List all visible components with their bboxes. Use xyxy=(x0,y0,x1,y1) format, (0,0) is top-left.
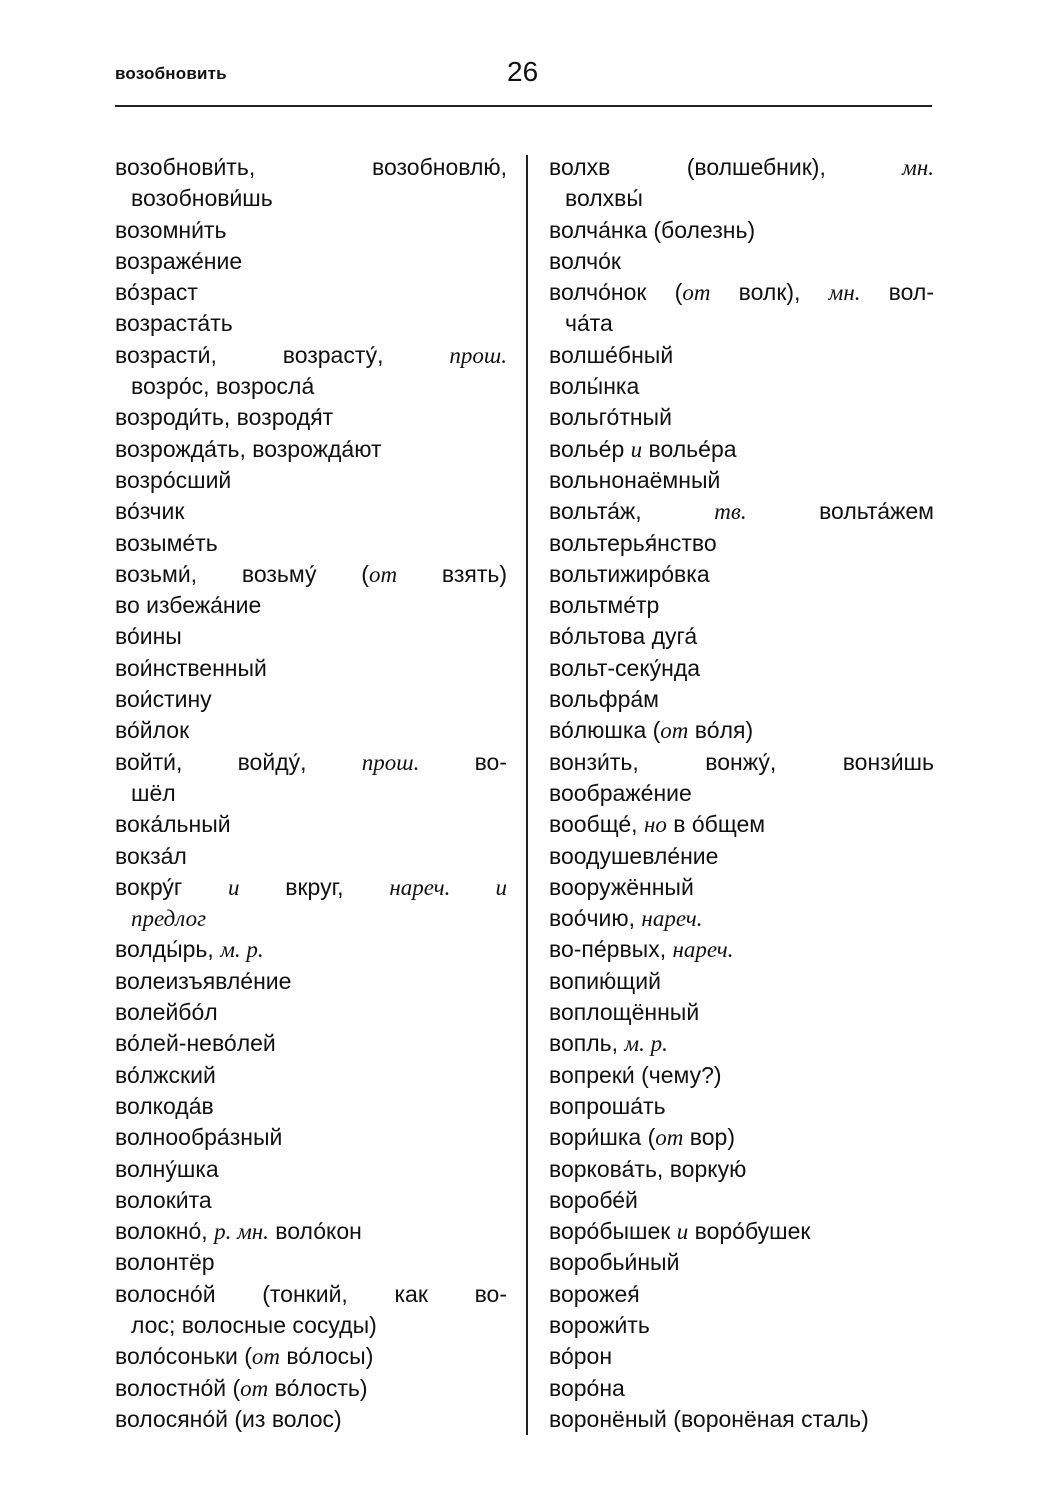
dictionary-entry xyxy=(115,1091,507,1122)
entry-headword-line xyxy=(549,903,934,934)
entry-text: во́зраст xyxy=(115,279,198,306)
entry-headword-line xyxy=(549,841,934,872)
entry-headword-line xyxy=(549,590,934,621)
left-column xyxy=(115,152,507,1435)
entry-headword-line xyxy=(115,465,507,496)
entry-text: воплощённый xyxy=(549,999,700,1026)
entry-headword-line xyxy=(549,246,934,277)
dictionary-entry xyxy=(549,934,934,965)
dictionary-entry xyxy=(549,559,934,590)
entry-headword-line xyxy=(115,1060,507,1091)
entry-text: во́лжский xyxy=(115,1061,216,1088)
entry-text: во́лосы) xyxy=(280,1343,374,1370)
entry-headword-line xyxy=(115,1279,507,1310)
entry-text: воодушевле́ние xyxy=(549,842,719,869)
entry-text: вокру́г xyxy=(115,873,228,900)
entry-text: воронёный (воронёная сталь) xyxy=(549,1405,869,1432)
dictionary-entry xyxy=(549,402,934,433)
entry-text: лос; волосные сосуды) xyxy=(131,1311,377,1338)
entry-text: волхв (волшебник), xyxy=(549,154,903,180)
dictionary-entry xyxy=(115,1060,507,1091)
right-column xyxy=(549,152,934,1435)
entry-headword-line xyxy=(115,402,507,433)
entry-headword-line xyxy=(549,1373,934,1404)
entry-text: волше́бный xyxy=(549,341,674,368)
entry-continuation-line xyxy=(115,1310,507,1341)
entry-headword-line xyxy=(115,528,507,559)
dictionary-entry xyxy=(549,371,934,402)
entry-text: волонтёр xyxy=(115,1249,215,1276)
entry-text: волхвы́ xyxy=(565,185,643,212)
entry-headword-line xyxy=(115,872,507,903)
dictionary-entry xyxy=(115,246,507,277)
entry-headword-line xyxy=(115,966,507,997)
entry-text: войти́, войду́, xyxy=(115,748,362,775)
entry-text: вооружённый xyxy=(549,873,694,900)
entry-text: вообще́, xyxy=(549,811,644,838)
entry-text: возро́сший xyxy=(115,466,232,493)
entry-text: воображе́ние xyxy=(549,779,692,806)
entry-text: вкруг, xyxy=(239,873,390,900)
dictionary-entry xyxy=(115,1122,507,1153)
grammar-label: но xyxy=(643,812,667,838)
dictionary-entry xyxy=(549,528,934,559)
dictionary-entry xyxy=(549,340,934,371)
entry-text: волчо́к xyxy=(549,247,621,274)
entry-text: воло́кон xyxy=(268,1218,362,1245)
entry-text: вольтме́тр xyxy=(549,592,660,619)
entry-text: во́ля) xyxy=(688,717,754,744)
dictionary-entry xyxy=(549,653,934,684)
running-head: возобновить xyxy=(115,64,227,83)
dictionary-entry xyxy=(115,1373,507,1404)
entry-headword-line xyxy=(549,1028,934,1059)
dictionary-entry xyxy=(115,402,507,433)
entry-text: воробе́й xyxy=(549,1186,638,1213)
entry-headword-line xyxy=(549,872,934,903)
entry-text: во избежа́ние xyxy=(115,592,262,619)
entry-text: вопреки́ (чему?) xyxy=(549,1061,722,1088)
entry-text: вольнонаёмный xyxy=(549,466,721,493)
entry-text: во́люшка ( xyxy=(549,717,661,744)
dictionary-entry xyxy=(115,308,507,339)
entry-text: возыме́ть xyxy=(115,529,218,556)
column-divider xyxy=(526,155,528,1435)
dictionary-entry xyxy=(115,528,507,559)
dictionary-entry xyxy=(549,215,934,246)
entry-headword-line xyxy=(549,528,934,559)
grammar-label: р. мн. xyxy=(214,1219,269,1245)
entry-text: волосно́й (тонкий, как во- xyxy=(115,1280,507,1307)
entry-text: волейбо́л xyxy=(115,999,218,1026)
dictionary-entry xyxy=(115,434,507,465)
entry-text: во́лей-нево́лей xyxy=(115,1030,276,1057)
dictionary-entry xyxy=(549,1310,934,1341)
entry-headword-line xyxy=(549,277,934,308)
dictionary-entry xyxy=(115,841,507,872)
grammar-label: предлог xyxy=(131,906,207,932)
grammar-label: и xyxy=(630,436,643,462)
entry-headword-line xyxy=(115,841,507,872)
dictionary-entry xyxy=(549,590,934,621)
entry-text: волчо́нок ( xyxy=(549,279,683,306)
entry-headword-line xyxy=(115,1154,507,1185)
entry-headword-line xyxy=(115,747,507,778)
grammar-label: и xyxy=(676,1219,689,1245)
entry-headword-line xyxy=(115,997,507,1028)
dictionary-entry xyxy=(549,966,934,997)
entry-text: волье́р xyxy=(549,435,631,462)
entry-text: воркова́ть, воркую́ xyxy=(549,1155,747,1182)
grammar-label: м. р. xyxy=(624,1031,668,1057)
entry-headword-line xyxy=(115,559,507,590)
entry-headword-line xyxy=(549,215,934,246)
entry-headword-line xyxy=(549,684,934,715)
dictionary-entry xyxy=(115,1154,507,1185)
entry-headword-line xyxy=(549,747,934,778)
dictionary-entry xyxy=(115,465,507,496)
entry-continuation-line xyxy=(549,308,934,339)
dictionary-entry xyxy=(549,872,934,903)
entry-text: вольго́тный xyxy=(549,404,672,431)
entry-headword-line xyxy=(115,934,507,965)
entry-headword-line xyxy=(549,465,934,496)
entry-continuation-line xyxy=(115,903,507,934)
entry-text: волк), xyxy=(710,279,829,306)
dictionary-entry xyxy=(115,809,507,840)
entry-headword-line xyxy=(549,434,934,465)
entry-headword-line xyxy=(115,715,507,746)
dictionary-entry xyxy=(549,747,934,778)
entry-headword-line xyxy=(115,1341,507,1372)
dictionary-entry xyxy=(115,715,507,746)
dictionary-entry xyxy=(115,590,507,621)
page-header xyxy=(115,56,932,96)
entry-text: во́йлок xyxy=(115,717,190,744)
entry-text: волокно́, xyxy=(115,1218,215,1245)
dictionary-entry xyxy=(549,1404,934,1435)
entry-text: во́льтова дуга́ xyxy=(549,623,698,650)
entry-headword-line xyxy=(115,684,507,715)
entry-headword-line xyxy=(115,1028,507,1059)
entry-text: вока́льный xyxy=(115,811,231,838)
entry-text: во- xyxy=(419,748,507,775)
entry-headword-line xyxy=(549,966,934,997)
entry-text: воро́бышек xyxy=(549,1218,677,1245)
dictionary-entry xyxy=(549,621,934,652)
grammar-label: от xyxy=(368,561,398,587)
entry-text: возраста́ть xyxy=(115,310,233,337)
dictionary-entry xyxy=(115,340,507,403)
entry-text: вол- xyxy=(860,279,935,306)
dictionary-entry xyxy=(549,1341,934,1372)
entry-text: вои́нственный xyxy=(115,654,267,681)
grammar-label: от xyxy=(682,280,711,306)
entry-continuation-line xyxy=(115,778,507,809)
entry-text: вор) xyxy=(683,1124,735,1151)
entry-headword-line xyxy=(115,340,507,371)
dictionary-entry xyxy=(549,1060,934,1091)
entry-text: волы́нка xyxy=(549,373,640,400)
entry-text: воро́бушек xyxy=(688,1218,811,1245)
entry-headword-line xyxy=(115,496,507,527)
entry-headword-line xyxy=(549,621,934,652)
entry-headword-line xyxy=(115,621,507,652)
dictionary-entry xyxy=(549,1028,934,1059)
grammar-label: нареч. xyxy=(672,937,734,963)
entry-text: воро́на xyxy=(549,1374,625,1401)
entry-text: во́лость) xyxy=(268,1374,368,1401)
dictionary-entry xyxy=(549,1091,934,1122)
dictionary-entry xyxy=(115,997,507,1028)
dictionary-entry xyxy=(549,997,934,1028)
entry-text: во́рон xyxy=(549,1343,613,1370)
entry-headword-line xyxy=(549,340,934,371)
dictionary-entry xyxy=(549,809,934,840)
dictionary-entry xyxy=(549,1373,934,1404)
entry-headword-line xyxy=(549,1310,934,1341)
entry-headword-line xyxy=(115,1373,507,1404)
entry-text: воо́чию, xyxy=(549,905,642,932)
dictionary-entry xyxy=(549,152,934,215)
entry-headword-line xyxy=(115,1216,507,1247)
entry-text: во́ины xyxy=(115,623,182,650)
entry-headword-line xyxy=(115,246,507,277)
dictionary-entry xyxy=(549,715,934,746)
entry-headword-line xyxy=(549,778,934,809)
grammar-label: нареч. и xyxy=(389,874,507,900)
grammar-label: и xyxy=(228,874,240,900)
dictionary-entry xyxy=(549,1216,934,1247)
entry-text: вольта́ж, xyxy=(549,498,715,525)
entry-text: ворожея́ xyxy=(549,1280,640,1307)
entry-text: волча́нка (болезнь) xyxy=(549,216,756,243)
dictionary-entry xyxy=(115,1028,507,1059)
dictionary-entry xyxy=(115,934,507,965)
entry-text: воробьи́ный xyxy=(549,1249,680,1276)
dictionary-entry xyxy=(115,1341,507,1372)
entry-headword-line xyxy=(549,1060,934,1091)
dictionary-entry xyxy=(549,434,934,465)
entry-text: волкода́в xyxy=(115,1092,214,1119)
entry-continuation-line xyxy=(549,183,934,214)
entry-headword-line xyxy=(549,1154,934,1185)
entry-headword-line xyxy=(115,590,507,621)
dictionary-entry xyxy=(549,496,934,527)
entry-text: вольт-секу́нда xyxy=(549,654,701,681)
entry-headword-line xyxy=(115,152,507,183)
entry-headword-line xyxy=(549,1216,934,1247)
entry-text: шёл xyxy=(131,779,176,806)
entry-headword-line xyxy=(549,934,934,965)
entry-headword-line xyxy=(549,371,934,402)
entry-headword-line xyxy=(549,1122,934,1153)
entry-text: волды́рь, xyxy=(115,936,221,963)
entry-text: вопию́щий xyxy=(549,967,661,994)
dictionary-entry xyxy=(115,152,507,215)
entry-text: волоки́та xyxy=(115,1186,212,1213)
entry-headword-line xyxy=(549,1404,934,1435)
dictionary-entry xyxy=(115,559,507,590)
entry-headword-line xyxy=(549,997,934,1028)
grammar-label: м. р. xyxy=(220,937,264,963)
entry-headword-line xyxy=(549,1341,934,1372)
entry-headword-line xyxy=(549,809,934,840)
dictionary-entry xyxy=(549,1122,934,1153)
grammar-label: мн. xyxy=(902,155,934,180)
dictionary-entry xyxy=(115,215,507,246)
entry-headword-line xyxy=(115,1122,507,1153)
grammar-label: от xyxy=(660,718,689,744)
entry-text: возроди́ть, возродя́т xyxy=(115,404,334,431)
dictionary-entry xyxy=(115,621,507,652)
entry-continuation-line xyxy=(115,371,507,402)
entry-headword-line xyxy=(549,559,934,590)
entry-headword-line xyxy=(115,277,507,308)
dictionary-entry xyxy=(115,872,507,935)
dictionary-entry xyxy=(115,277,507,308)
entry-text: возрасти́, возрасту́, xyxy=(115,341,450,368)
entry-text: воло́соньки ( xyxy=(115,1343,252,1370)
entry-headword-line xyxy=(115,1185,507,1216)
entry-text: вольтерья́нство xyxy=(549,529,717,556)
dictionary-entry xyxy=(115,1404,507,1435)
entry-text: вольтижиро́вка xyxy=(549,560,710,587)
dictionary-entry xyxy=(115,747,507,810)
entry-text: волну́шка xyxy=(115,1155,219,1182)
grammar-label: тв. xyxy=(714,499,747,525)
entry-text: возобнови́ть, возобновлю́, xyxy=(115,154,507,180)
dictionary-entry xyxy=(549,277,934,340)
entry-headword-line xyxy=(115,1247,507,1278)
entry-headword-line xyxy=(549,1279,934,1310)
entry-text: во́зчик xyxy=(115,498,185,525)
entry-text: возьми́, возьму́ ( xyxy=(115,560,369,587)
entry-headword-line xyxy=(549,152,934,183)
entry-text: взять) xyxy=(397,560,508,587)
entry-text: вои́стину xyxy=(115,686,212,713)
entry-text: во-пе́рвых, xyxy=(549,936,673,963)
entry-text: возомни́ть xyxy=(115,216,227,243)
entry-headword-line xyxy=(115,1404,507,1435)
entry-headword-line xyxy=(115,1091,507,1122)
dictionary-entry xyxy=(549,903,934,934)
grammar-label: мн. xyxy=(828,280,861,306)
entry-text: ча́та xyxy=(565,310,613,337)
dictionary-entry xyxy=(115,1185,507,1216)
entry-text: волнообра́зный xyxy=(115,1124,283,1151)
dictionary-entry xyxy=(549,778,934,809)
entry-headword-line xyxy=(549,1091,934,1122)
dictionary-entry xyxy=(115,496,507,527)
entry-headword-line xyxy=(549,715,934,746)
entry-text: вокза́л xyxy=(115,842,187,869)
dictionary-entry xyxy=(549,1154,934,1185)
entry-headword-line xyxy=(549,1247,934,1278)
dictionary-entry xyxy=(549,684,934,715)
entry-headword-line xyxy=(115,308,507,339)
entry-text: возрожда́ть, возрожда́ют xyxy=(115,435,382,462)
header-rule xyxy=(115,105,932,107)
grammar-label: прош. xyxy=(449,342,507,368)
grammar-label: нареч. xyxy=(641,906,703,932)
entry-text: волеизъявле́ние xyxy=(115,967,292,994)
dictionary-entry xyxy=(115,966,507,997)
entry-headword-line xyxy=(549,496,934,527)
entry-text: волосяно́й (из волос) xyxy=(115,1405,342,1432)
entry-headword-line xyxy=(115,215,507,246)
entry-continuation-line xyxy=(115,183,507,214)
grammar-label: прош. xyxy=(361,749,420,775)
entry-text: волье́ра xyxy=(642,435,737,462)
entry-text: возобнови́шь xyxy=(131,185,273,212)
entry-text: вопль, xyxy=(549,1030,625,1057)
entry-text: вонзи́ть, вонжу́, вонзи́шь xyxy=(549,748,934,775)
entry-text: вопроша́ть xyxy=(549,1092,666,1119)
entry-text: возраже́ние xyxy=(115,247,243,274)
dictionary-entry xyxy=(549,841,934,872)
entry-headword-line xyxy=(115,809,507,840)
grammar-label: от xyxy=(655,1125,684,1151)
entry-text: в о́бщем xyxy=(666,811,766,838)
entry-text: возро́с, возросла́ xyxy=(131,373,315,400)
entry-headword-line xyxy=(115,653,507,684)
dictionary-entry xyxy=(115,1216,507,1247)
dictionary-entry xyxy=(115,1279,507,1342)
dictionary-entry xyxy=(549,1247,934,1278)
entry-headword-line xyxy=(549,402,934,433)
page-number: 26 xyxy=(507,56,539,87)
entry-text: ворожи́ть xyxy=(549,1311,650,1338)
dictionary-entry xyxy=(115,1247,507,1278)
entry-headword-line xyxy=(549,653,934,684)
entry-text: вори́шка ( xyxy=(549,1124,656,1151)
dictionary-entry xyxy=(115,684,507,715)
entry-text: волостно́й ( xyxy=(115,1374,241,1401)
entry-text: вольта́жем xyxy=(746,498,934,525)
entry-headword-line xyxy=(549,1185,934,1216)
entry-headword-line xyxy=(115,434,507,465)
dictionary-entry xyxy=(549,465,934,496)
dictionary-entry xyxy=(549,1279,934,1310)
entry-text: вольфра́м xyxy=(549,686,659,713)
grammar-label: от xyxy=(240,1375,269,1401)
dictionary-entry xyxy=(549,246,934,277)
dictionary-entry xyxy=(115,653,507,684)
grammar-label: от xyxy=(251,1344,281,1370)
dictionary-entry xyxy=(549,1185,934,1216)
